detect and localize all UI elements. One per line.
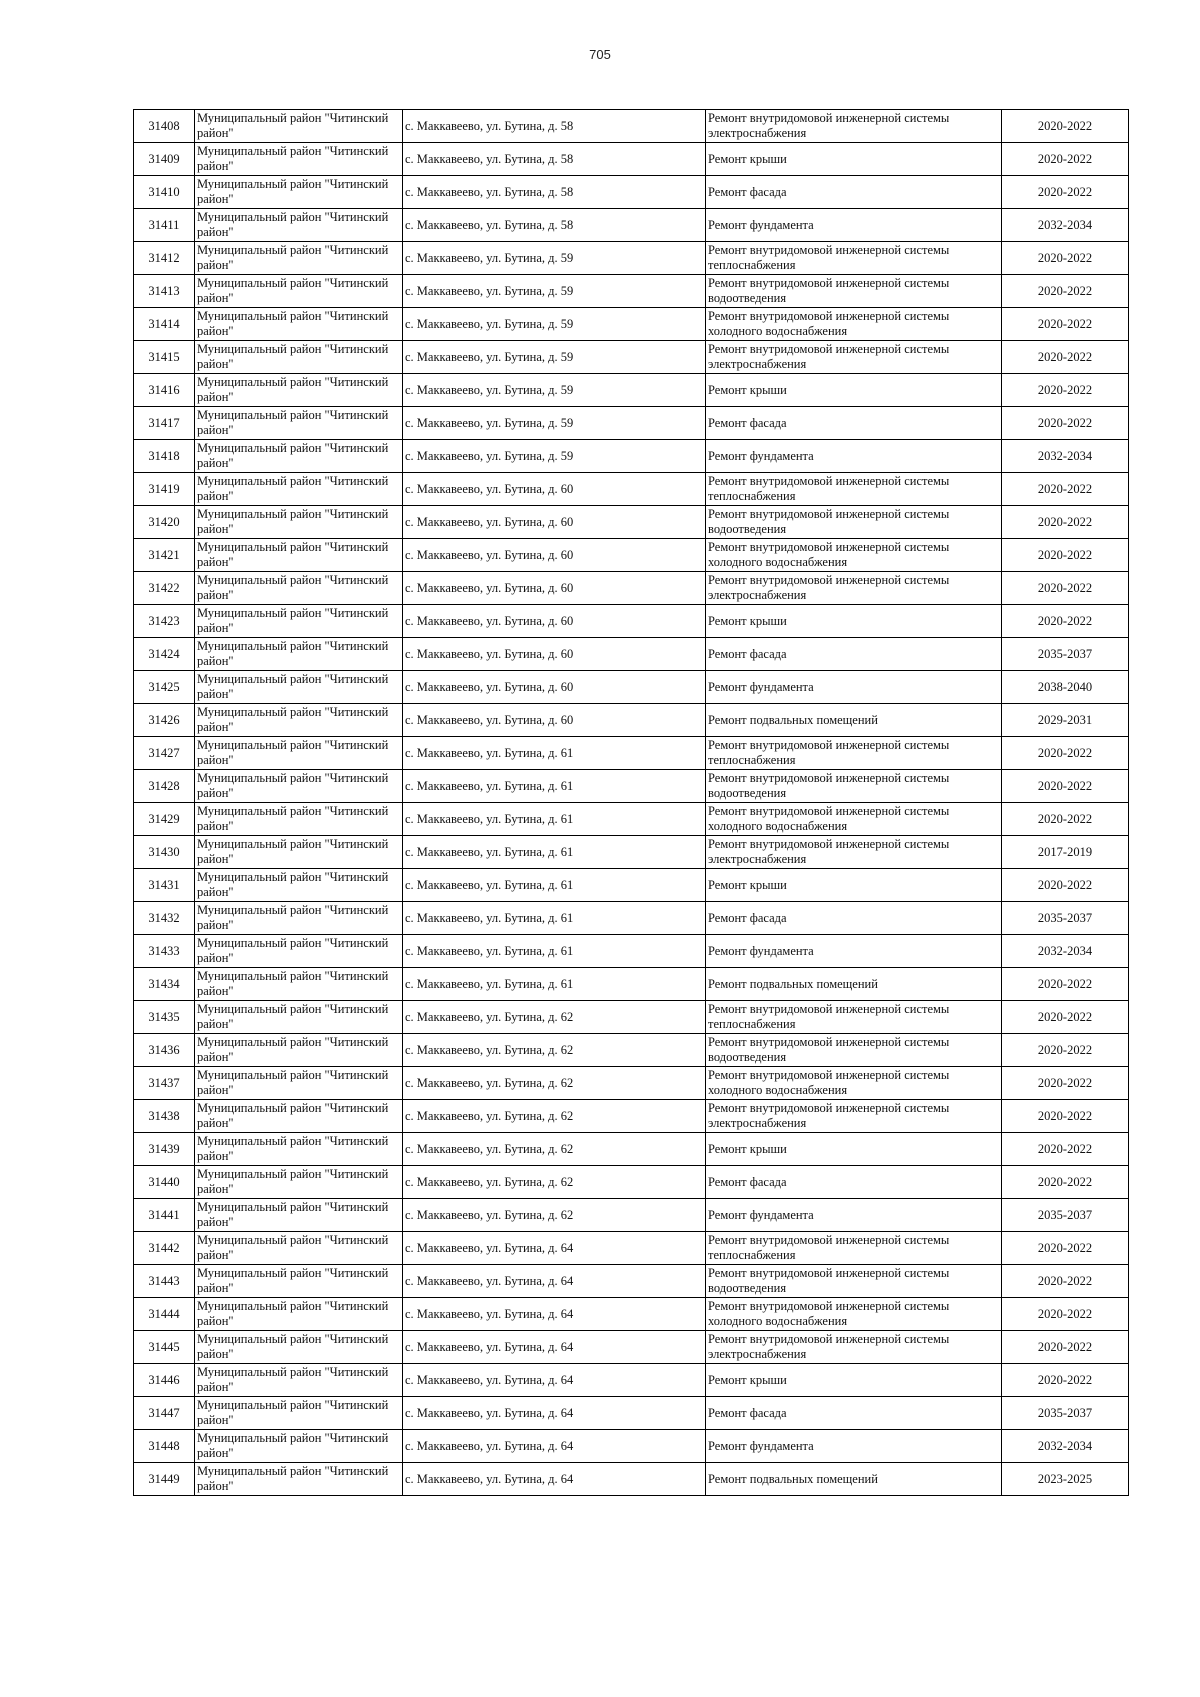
municipality-cell: Муниципальный район "Читинский район" [195,275,403,308]
table-row [134,572,1129,605]
municipality-cell: Муниципальный район "Читинский район" [195,341,403,374]
address-cell: с. Маккавеево, ул. Бутина, д. 64 [403,1298,706,1331]
municipality-cell: Муниципальный район "Читинский район" [195,704,403,737]
period-cell: 2020-2022 [1002,473,1129,506]
row-number-cell: 31430 [134,836,195,869]
period-cell: 2020-2022 [1002,803,1129,836]
period-cell: 2020-2022 [1002,869,1129,902]
work-type-cell: Ремонт внутридомовой инженерной системы электроснабжения [706,836,1002,869]
table-row [134,638,1129,671]
table-row [134,902,1129,935]
work-type-cell: Ремонт фундамента [706,935,1002,968]
work-type-cell: Ремонт фасада [706,638,1002,671]
work-type-cell: Ремонт крыши [706,374,1002,407]
period-cell: 2032-2034 [1002,209,1129,242]
work-type-cell: Ремонт внутридомовой инженерной системы холодного водоснабжения [706,1067,1002,1100]
period-cell: 2035-2037 [1002,1199,1129,1232]
table-row [134,1331,1129,1364]
row-number-cell: 31435 [134,1001,195,1034]
row-number-cell: 31449 [134,1463,195,1496]
work-type-cell: Ремонт фундамента [706,440,1002,473]
municipality-cell: Муниципальный район "Читинский район" [195,176,403,209]
period-cell: 2020-2022 [1002,605,1129,638]
work-type-cell: Ремонт крыши [706,869,1002,902]
work-type-cell: Ремонт фундамента [706,671,1002,704]
period-cell: 2020-2022 [1002,1166,1129,1199]
municipality-cell: Муниципальный район "Читинский район" [195,1463,403,1496]
period-cell: 2020-2022 [1002,407,1129,440]
row-number-cell: 31423 [134,605,195,638]
work-type-cell: Ремонт подвальных помещений [706,968,1002,1001]
table-row [134,440,1129,473]
work-type-cell: Ремонт внутридомовой инженерной системы электроснабжения [706,1331,1002,1364]
period-cell: 2020-2022 [1002,1298,1129,1331]
row-number-cell: 31421 [134,539,195,572]
period-cell: 2020-2022 [1002,374,1129,407]
period-cell: 2020-2022 [1002,308,1129,341]
row-number-cell: 31411 [134,209,195,242]
table-row [134,737,1129,770]
address-cell: с. Маккавеево, ул. Бутина, д. 64 [403,1397,706,1430]
row-number-cell: 31440 [134,1166,195,1199]
period-cell: 2020-2022 [1002,1001,1129,1034]
address-cell: с. Маккавеево, ул. Бутина, д. 59 [403,407,706,440]
address-cell: с. Маккавеево, ул. Бутина, д. 60 [403,572,706,605]
address-cell: с. Маккавеево, ул. Бутина, д. 58 [403,209,706,242]
period-cell: 2020-2022 [1002,1232,1129,1265]
period-cell: 2032-2034 [1002,440,1129,473]
table-row [134,1265,1129,1298]
work-type-cell: Ремонт внутридомовой инженерной системы теплоснабжения [706,1232,1002,1265]
address-cell: с. Маккавеево, ул. Бутина, д. 64 [403,1265,706,1298]
row-number-cell: 31408 [134,110,195,143]
municipality-cell: Муниципальный район "Читинский район" [195,440,403,473]
row-number-cell: 31445 [134,1331,195,1364]
municipality-cell: Муниципальный район "Читинский район" [195,1100,403,1133]
period-cell: 2020-2022 [1002,1133,1129,1166]
address-cell: с. Маккавеево, ул. Бутина, д. 61 [403,935,706,968]
period-cell: 2020-2022 [1002,1100,1129,1133]
municipality-cell: Муниципальный район "Читинский район" [195,737,403,770]
address-cell: с. Маккавеево, ул. Бутина, д. 61 [403,902,706,935]
row-number-cell: 31410 [134,176,195,209]
period-cell: 2020-2022 [1002,1364,1129,1397]
row-number-cell: 31431 [134,869,195,902]
work-type-cell: Ремонт крыши [706,1364,1002,1397]
work-type-cell: Ремонт внутридомовой инженерной системы электроснабжения [706,341,1002,374]
table-row [134,836,1129,869]
period-cell: 2020-2022 [1002,110,1129,143]
period-cell: 2020-2022 [1002,275,1129,308]
address-cell: с. Маккавеево, ул. Бутина, д. 59 [403,440,706,473]
municipality-cell: Муниципальный район "Читинский район" [195,1067,403,1100]
work-type-cell: Ремонт внутридомовой инженерной системы холодного водоснабжения [706,1298,1002,1331]
municipality-cell: Муниципальный район "Читинский район" [195,1001,403,1034]
address-cell: с. Маккавеево, ул. Бутина, д. 61 [403,869,706,902]
period-cell: 2020-2022 [1002,143,1129,176]
row-number-cell: 31413 [134,275,195,308]
address-cell: с. Маккавеево, ул. Бутина, д. 64 [403,1463,706,1496]
work-type-cell: Ремонт внутридомовой инженерной системы электроснабжения [706,1100,1002,1133]
work-type-cell: Ремонт крыши [706,605,1002,638]
municipality-cell: Муниципальный район "Читинский район" [195,374,403,407]
table-row [134,1397,1129,1430]
period-cell: 2020-2022 [1002,176,1129,209]
row-number-cell: 31432 [134,902,195,935]
address-cell: с. Маккавеево, ул. Бутина, д. 61 [403,968,706,1001]
table-row [134,869,1129,902]
row-number-cell: 31422 [134,572,195,605]
table-row [134,407,1129,440]
table-row [134,374,1129,407]
row-number-cell: 31425 [134,671,195,704]
table-row [134,1463,1129,1496]
table-row [134,605,1129,638]
address-cell: с. Маккавеево, ул. Бутина, д. 61 [403,803,706,836]
row-number-cell: 31427 [134,737,195,770]
table-row [134,308,1129,341]
municipality-cell: Муниципальный район "Читинский район" [195,605,403,638]
work-type-cell: Ремонт внутридомовой инженерной системы холодного водоснабжения [706,308,1002,341]
row-number-cell: 31418 [134,440,195,473]
row-number-cell: 31434 [134,968,195,1001]
period-cell: 2020-2022 [1002,770,1129,803]
table-row [134,1298,1129,1331]
work-type-cell: Ремонт внутридомовой инженерной системы водоотведения [706,275,1002,308]
table-row [134,770,1129,803]
row-number-cell: 31416 [134,374,195,407]
row-number-cell: 31424 [134,638,195,671]
municipality-cell: Муниципальный район "Читинский район" [195,572,403,605]
table-row [134,176,1129,209]
period-cell: 2017-2019 [1002,836,1129,869]
work-type-cell: Ремонт фасада [706,902,1002,935]
row-number-cell: 31447 [134,1397,195,1430]
row-number-cell: 31438 [134,1100,195,1133]
table-row [134,1067,1129,1100]
row-number-cell: 31414 [134,308,195,341]
address-cell: с. Маккавеево, ул. Бутина, д. 58 [403,176,706,209]
table-row [134,110,1129,143]
table-row [134,1001,1129,1034]
address-cell: с. Маккавеево, ул. Бутина, д. 60 [403,506,706,539]
municipality-cell: Муниципальный район "Читинский район" [195,869,403,902]
table-row [134,539,1129,572]
address-cell: с. Маккавеево, ул. Бутина, д. 62 [403,1166,706,1199]
row-number-cell: 31448 [134,1430,195,1463]
row-number-cell: 31420 [134,506,195,539]
address-cell: с. Маккавеево, ул. Бутина, д. 60 [403,638,706,671]
municipality-cell: Муниципальный район "Читинский район" [195,308,403,341]
work-type-cell: Ремонт внутридомовой инженерной системы электроснабжения [706,572,1002,605]
work-type-cell: Ремонт внутридомовой инженерной системы водоотведения [706,506,1002,539]
table-row [134,1166,1129,1199]
period-cell: 2020-2022 [1002,506,1129,539]
work-type-cell: Ремонт внутридомовой инженерной системы теплоснабжения [706,242,1002,275]
work-type-cell: Ремонт внутридомовой инженерной системы теплоснабжения [706,1001,1002,1034]
address-cell: с. Маккавеево, ул. Бутина, д. 61 [403,836,706,869]
address-cell: с. Маккавеево, ул. Бутина, д. 60 [403,539,706,572]
work-type-cell: Ремонт подвальных помещений [706,704,1002,737]
period-cell: 2023-2025 [1002,1463,1129,1496]
period-cell: 2020-2022 [1002,968,1129,1001]
row-number-cell: 31443 [134,1265,195,1298]
table-row [134,1133,1129,1166]
table-row [134,1430,1129,1463]
period-cell: 2032-2034 [1002,935,1129,968]
repair-schedule-table [133,109,1129,1496]
address-cell: с. Маккавеево, ул. Бутина, д. 62 [403,1100,706,1133]
address-cell: с. Маккавеево, ул. Бутина, д. 62 [403,1034,706,1067]
row-number-cell: 31419 [134,473,195,506]
municipality-cell: Муниципальный район "Читинский район" [195,638,403,671]
period-cell: 2020-2022 [1002,1034,1129,1067]
address-cell: с. Маккавеево, ул. Бутина, д. 59 [403,341,706,374]
period-cell: 2035-2037 [1002,902,1129,935]
municipality-cell: Муниципальный район "Читинский район" [195,1397,403,1430]
address-cell: с. Маккавеево, ул. Бутина, д. 61 [403,737,706,770]
work-type-cell: Ремонт внутридомовой инженерной системы электроснабжения [706,110,1002,143]
municipality-cell: Муниципальный район "Читинский район" [195,242,403,275]
address-cell: с. Маккавеево, ул. Бутина, д. 62 [403,1001,706,1034]
address-cell: с. Маккавеево, ул. Бутина, д. 64 [403,1331,706,1364]
work-type-cell: Ремонт фасада [706,1166,1002,1199]
work-type-cell: Ремонт фасада [706,1397,1002,1430]
address-cell: с. Маккавеево, ул. Бутина, д. 58 [403,110,706,143]
municipality-cell: Муниципальный район "Читинский район" [195,143,403,176]
municipality-cell: Муниципальный район "Читинский район" [195,539,403,572]
municipality-cell: Муниципальный район "Читинский район" [195,110,403,143]
work-type-cell: Ремонт фундамента [706,209,1002,242]
row-number-cell: 31442 [134,1232,195,1265]
table-row [134,1364,1129,1397]
period-cell: 2020-2022 [1002,572,1129,605]
row-number-cell: 31417 [134,407,195,440]
row-number-cell: 31436 [134,1034,195,1067]
table-row [134,473,1129,506]
municipality-cell: Муниципальный район "Читинский район" [195,473,403,506]
row-number-cell: 31426 [134,704,195,737]
municipality-cell: Муниципальный район "Читинский район" [195,506,403,539]
municipality-cell: Муниципальный район "Читинский район" [195,209,403,242]
address-cell: с. Маккавеево, ул. Бутина, д. 59 [403,308,706,341]
period-cell: 2020-2022 [1002,1331,1129,1364]
work-type-cell: Ремонт фундамента [706,1199,1002,1232]
work-type-cell: Ремонт внутридомовой инженерной системы теплоснабжения [706,737,1002,770]
municipality-cell: Муниципальный район "Читинский район" [195,1034,403,1067]
address-cell: с. Маккавеево, ул. Бутина, д. 60 [403,671,706,704]
table-row [134,242,1129,275]
work-type-cell: Ремонт внутридомовой инженерной системы водоотведения [706,1034,1002,1067]
municipality-cell: Муниципальный район "Читинский район" [195,1298,403,1331]
work-type-cell: Ремонт внутридомовой инженерной системы водоотведения [706,770,1002,803]
municipality-cell: Муниципальный район "Читинский район" [195,1331,403,1364]
address-cell: с. Маккавеево, ул. Бутина, д. 60 [403,704,706,737]
municipality-cell: Муниципальный район "Читинский район" [195,1166,403,1199]
period-cell: 2020-2022 [1002,737,1129,770]
row-number-cell: 31441 [134,1199,195,1232]
period-cell: 2035-2037 [1002,1397,1129,1430]
table-row [134,1100,1129,1133]
table-row [134,968,1129,1001]
work-type-cell: Ремонт фундамента [706,1430,1002,1463]
municipality-cell: Муниципальный район "Читинский район" [195,1364,403,1397]
municipality-cell: Муниципальный район "Читинский район" [195,671,403,704]
table-row [134,143,1129,176]
municipality-cell: Муниципальный район "Читинский район" [195,935,403,968]
address-cell: с. Маккавеево, ул. Бутина, д. 61 [403,770,706,803]
address-cell: с. Маккавеево, ул. Бутина, д. 64 [403,1232,706,1265]
table-row [134,704,1129,737]
address-cell: с. Маккавеево, ул. Бутина, д. 59 [403,242,706,275]
table-row [134,671,1129,704]
work-type-cell: Ремонт внутридомовой инженерной системы холодного водоснабжения [706,539,1002,572]
period-cell: 2038-2040 [1002,671,1129,704]
table-row [134,803,1129,836]
work-type-cell: Ремонт внутридомовой инженерной системы холодного водоснабжения [706,803,1002,836]
table-row [134,1199,1129,1232]
period-cell: 2029-2031 [1002,704,1129,737]
period-cell: 2032-2034 [1002,1430,1129,1463]
municipality-cell: Муниципальный район "Читинский район" [195,1430,403,1463]
work-type-cell: Ремонт внутридомовой инженерной системы теплоснабжения [706,473,1002,506]
address-cell: с. Маккавеево, ул. Бутина, д. 59 [403,374,706,407]
address-cell: с. Маккавеево, ул. Бутина, д. 62 [403,1067,706,1100]
address-cell: с. Маккавеево, ул. Бутина, д. 62 [403,1199,706,1232]
address-cell: с. Маккавеево, ул. Бутина, д. 62 [403,1133,706,1166]
row-number-cell: 31446 [134,1364,195,1397]
table-row [134,275,1129,308]
municipality-cell: Муниципальный район "Читинский район" [195,968,403,1001]
row-number-cell: 31415 [134,341,195,374]
address-cell: с. Маккавеево, ул. Бутина, д. 64 [403,1364,706,1397]
table-row [134,209,1129,242]
address-cell: с. Маккавеево, ул. Бутина, д. 64 [403,1430,706,1463]
municipality-cell: Муниципальный район "Читинский район" [195,836,403,869]
page-number: 705 [589,47,611,62]
period-cell: 2020-2022 [1002,539,1129,572]
work-type-cell: Ремонт внутридомовой инженерной системы водоотведения [706,1265,1002,1298]
municipality-cell: Муниципальный район "Читинский район" [195,1265,403,1298]
table-row [134,1034,1129,1067]
municipality-cell: Муниципальный район "Читинский район" [195,407,403,440]
municipality-cell: Муниципальный район "Читинский район" [195,1199,403,1232]
period-cell: 2020-2022 [1002,1265,1129,1298]
row-number-cell: 31412 [134,242,195,275]
table-row [134,1232,1129,1265]
period-cell: 2035-2037 [1002,638,1129,671]
table-row [134,341,1129,374]
row-number-cell: 31428 [134,770,195,803]
municipality-cell: Муниципальный район "Читинский район" [195,1133,403,1166]
period-cell: 2020-2022 [1002,341,1129,374]
address-cell: с. Маккавеево, ул. Бутина, д. 60 [403,473,706,506]
municipality-cell: Муниципальный район "Читинский район" [195,902,403,935]
row-number-cell: 31429 [134,803,195,836]
row-number-cell: 31433 [134,935,195,968]
table-body [134,110,1129,1496]
row-number-cell: 31439 [134,1133,195,1166]
work-type-cell: Ремонт фасада [706,176,1002,209]
table-row [134,506,1129,539]
work-type-cell: Ремонт фасада [706,407,1002,440]
row-number-cell: 31437 [134,1067,195,1100]
period-cell: 2020-2022 [1002,1067,1129,1100]
period-cell: 2020-2022 [1002,242,1129,275]
address-cell: с. Маккавеево, ул. Бутина, д. 58 [403,143,706,176]
work-type-cell: Ремонт подвальных помещений [706,1463,1002,1496]
work-type-cell: Ремонт крыши [706,143,1002,176]
municipality-cell: Муниципальный район "Читинский район" [195,803,403,836]
municipality-cell: Муниципальный район "Читинский район" [195,770,403,803]
address-cell: с. Маккавеево, ул. Бутина, д. 60 [403,605,706,638]
work-type-cell: Ремонт крыши [706,1133,1002,1166]
address-cell: с. Маккавеево, ул. Бутина, д. 59 [403,275,706,308]
municipality-cell: Муниципальный район "Читинский район" [195,1232,403,1265]
table-row [134,935,1129,968]
row-number-cell: 31409 [134,143,195,176]
row-number-cell: 31444 [134,1298,195,1331]
